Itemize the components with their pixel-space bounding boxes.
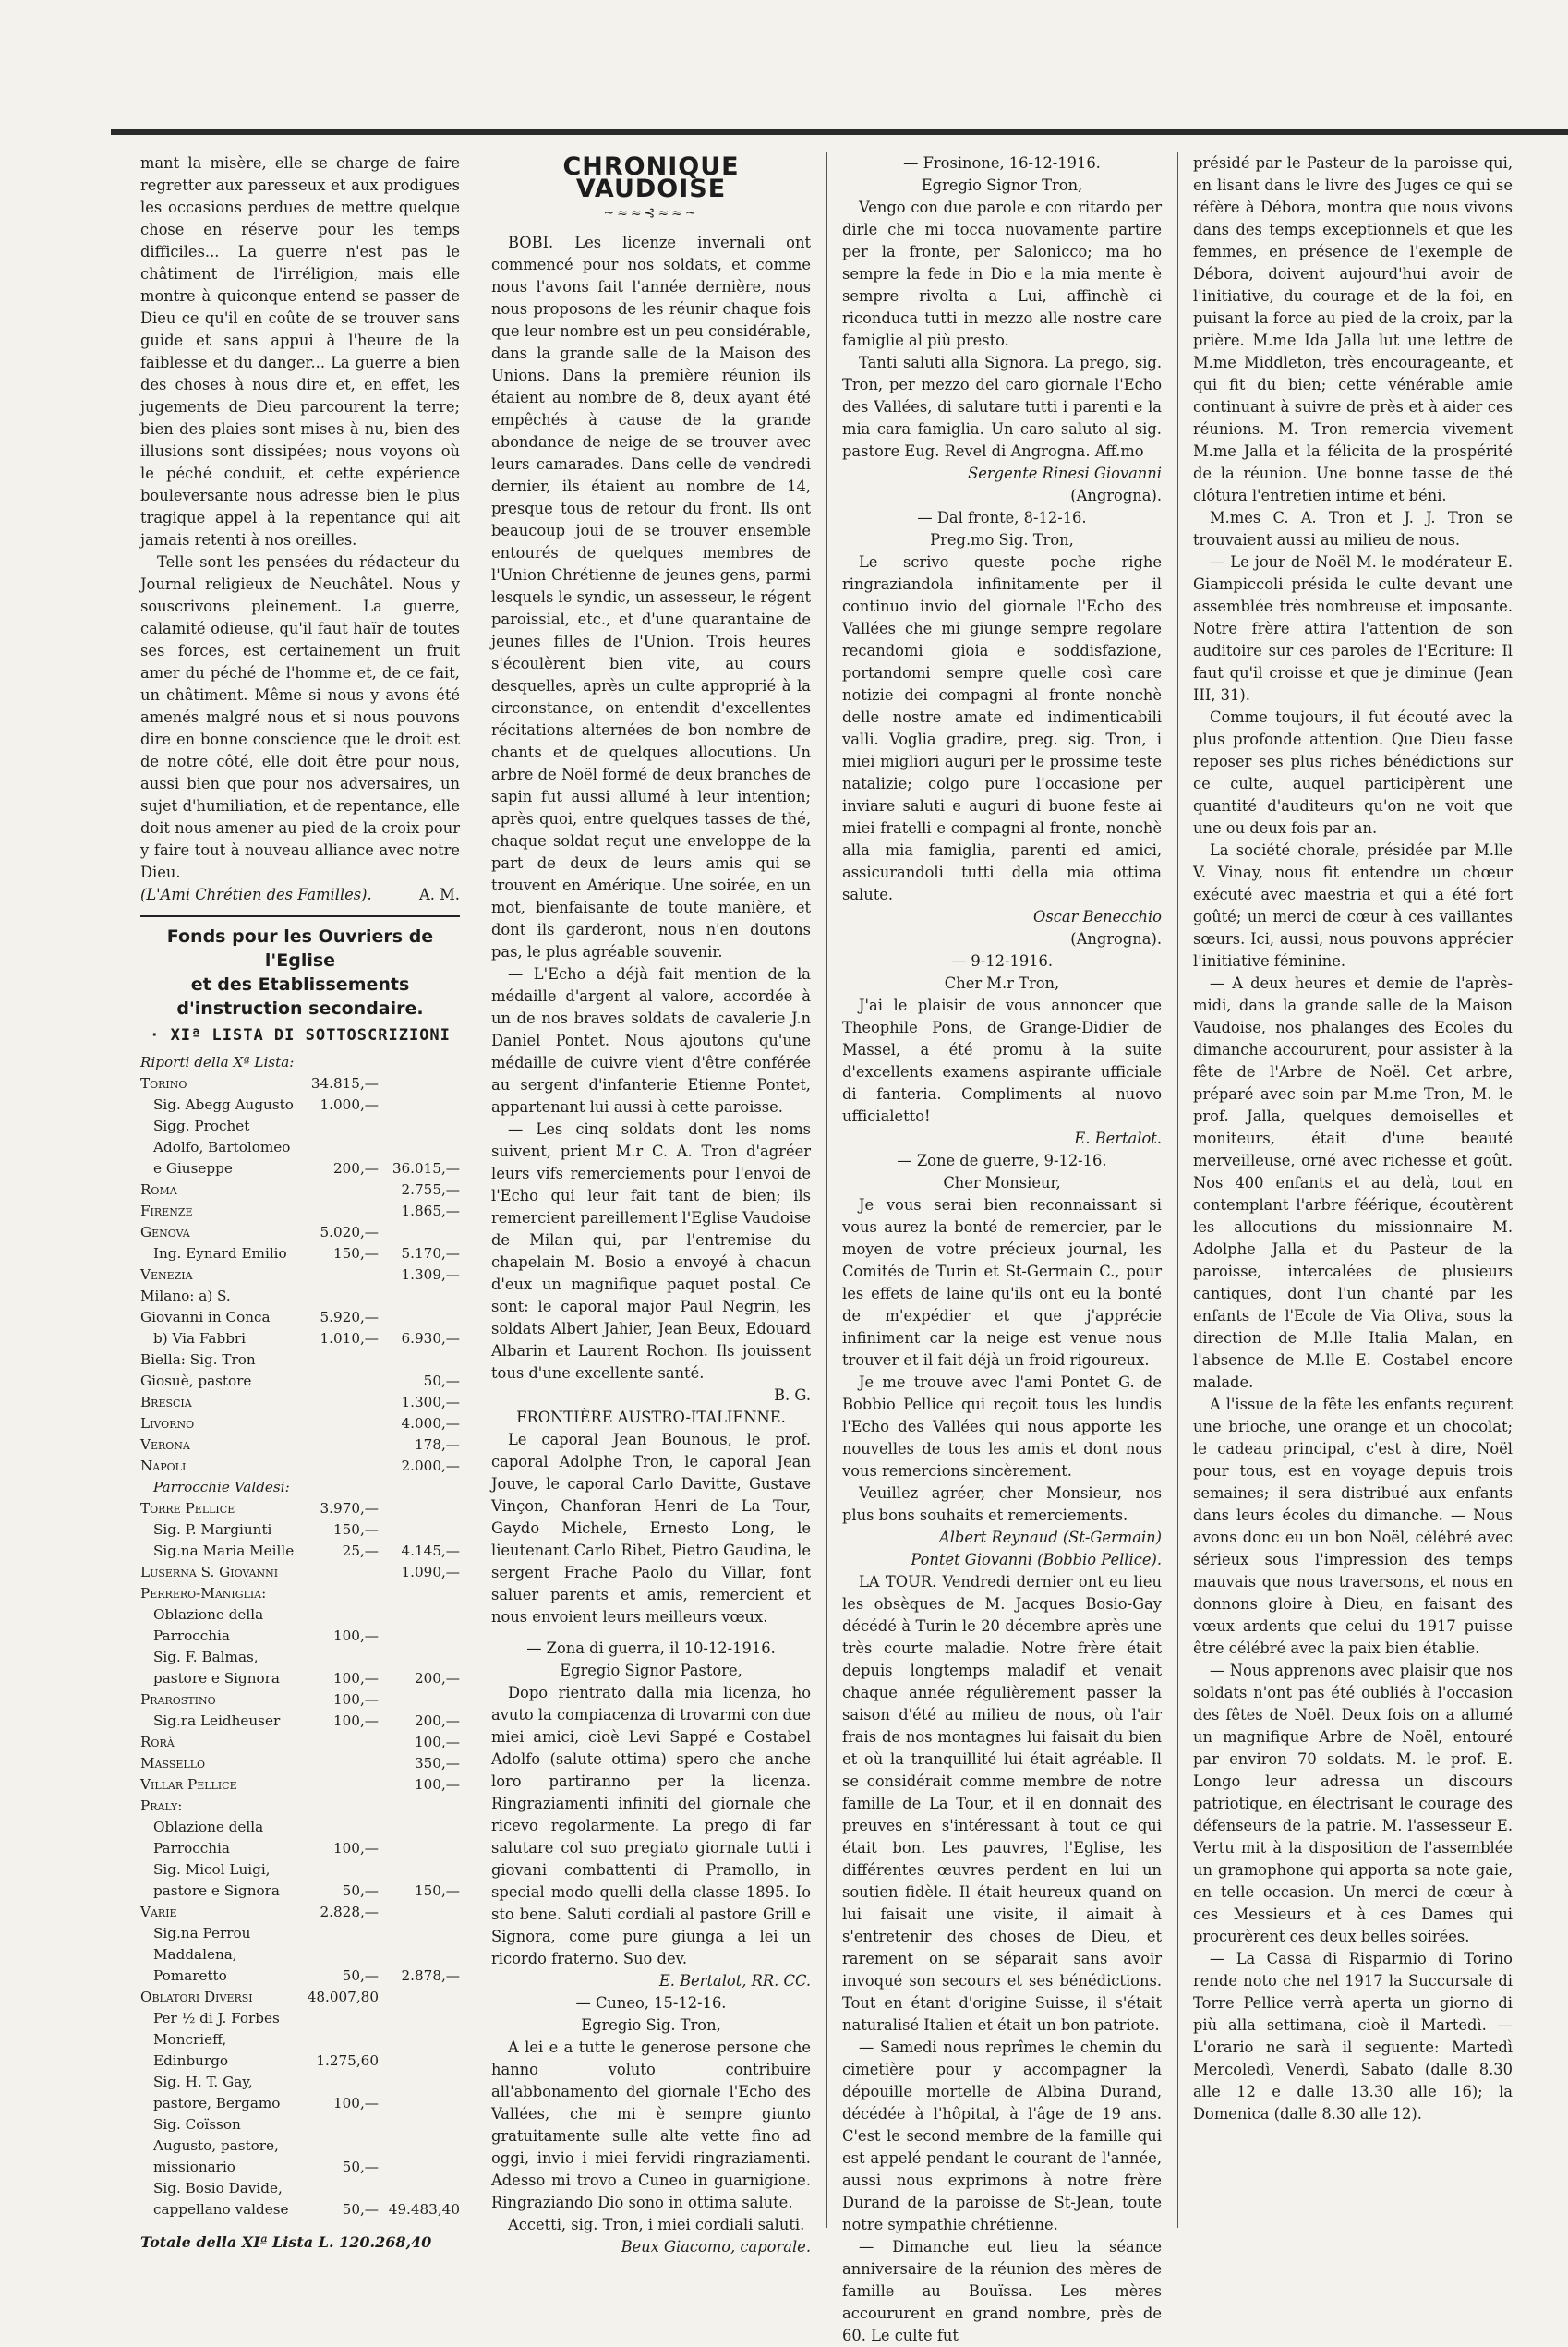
letter-heading: — Cuneo, 15-12-16. bbox=[575, 1994, 727, 2012]
ledger-row bbox=[140, 1286, 460, 1328]
ledger-subtotal: 1.090,— bbox=[401, 1564, 460, 1580]
ledger-amount: 1.000,— bbox=[320, 1096, 379, 1113]
ledger-row bbox=[140, 1498, 460, 1519]
ledger-donor: Livorno bbox=[140, 1415, 195, 1432]
ornament: ~≈≈⊰≈≈~ bbox=[603, 206, 699, 221]
fund-title-line: et des Etablissements d'instruction secondaire. bbox=[176, 974, 424, 1019]
ledger-amount bbox=[296, 1796, 379, 1817]
ledger-amount bbox=[296, 1434, 379, 1456]
initials: B. G. bbox=[774, 1386, 811, 1404]
letter-closing: Accetti, sig. Tron, i miei cordiali saluti. bbox=[508, 2216, 805, 2233]
ledger-subtotal bbox=[379, 1052, 460, 1073]
ledger-row bbox=[140, 1477, 460, 1498]
ledger-amount bbox=[296, 1774, 379, 1796]
letter-body: Je me trouve avec l'ami Pontet G. de Bobbio Pellice qui reçoit tous les lundis l'Echo des Vallées qui nous apporte les nouvelles de tous les amis et dont nous vous remercions sincèrement. bbox=[842, 1373, 1162, 1480]
ledger-donor: Sig. H. T. Gay, pastore, Bergamo bbox=[153, 2074, 281, 2111]
letter-salutation: Egregio Sig. Tron, bbox=[581, 2016, 721, 2034]
paragraph: M.mes C. A. Tron et J. J. Tron se trouvaient aussi au milieu de nous. bbox=[1193, 509, 1513, 549]
column-1 bbox=[140, 152, 460, 2256]
ledger-amount: 100,— bbox=[332, 2095, 379, 2111]
section-title: CHRONIQUE VAUDOISE bbox=[562, 152, 740, 203]
ledger-donor: Prarostino bbox=[140, 1691, 216, 1708]
ledger-row bbox=[140, 1774, 460, 1796]
ledger-row bbox=[140, 1647, 460, 1689]
ledger-subtotal: 100,— bbox=[414, 1776, 460, 1793]
paragraph: — Le jour de Noël M. le modérateur E. Giampiccoli présida le culte devant une assemblée très nombreuse et imposante. Notre frère attira l'attention de son auditoire sur ces paroles de l'Ecriture: Il faut qu'il croisse et que je diminue (Jean III, 31). bbox=[1193, 553, 1513, 704]
ledger-donor: Roma bbox=[140, 1181, 177, 1198]
ledger-subtotal: 178,— bbox=[414, 1436, 460, 1453]
ledger-row bbox=[140, 1923, 460, 1987]
ledger-row bbox=[140, 1987, 460, 2008]
ledger-row bbox=[140, 1052, 460, 1073]
ledger-donor: Massello bbox=[140, 1755, 206, 1772]
ledger-amount: 100,— bbox=[332, 1840, 379, 1857]
letter-signature: Albert Reynaud (St-Germain) bbox=[938, 1529, 1162, 1546]
ledger-donor: Varie bbox=[140, 1904, 177, 1920]
letter-place: (Angrogna). bbox=[1070, 930, 1162, 948]
ledger-donor: Praly: bbox=[140, 1797, 183, 1814]
ledger-subtotal bbox=[379, 1604, 460, 1647]
letter-salutation: Egregio Signor Tron, bbox=[921, 176, 1083, 194]
ledger-subtotal bbox=[379, 1583, 460, 1604]
ledger-donor: Verona bbox=[140, 1436, 190, 1453]
ledger-subtotal: 1.309,— bbox=[401, 1266, 460, 1283]
ledger-donor: Sigg. Prochet Adolfo, Bartolomeo e Giuseppe bbox=[153, 1118, 291, 1177]
ledger-row bbox=[140, 1328, 460, 1349]
ledger-row bbox=[140, 1902, 460, 1923]
ledger-donor: Torre Pellice bbox=[140, 1500, 235, 1517]
ledger-donor: Venezia bbox=[140, 1266, 193, 1283]
column-2 bbox=[491, 152, 811, 2256]
ledger-subtotal bbox=[379, 1817, 460, 1859]
letter-signature: Sergente Rinesi Giovanni bbox=[968, 465, 1162, 482]
fund-title bbox=[140, 925, 460, 1021]
ledger-subtotal bbox=[379, 1095, 460, 1116]
ledger-donor: Parrocchie Valdesi: bbox=[153, 1479, 290, 1495]
ledger-donor: Firenze bbox=[140, 1203, 193, 1219]
paragraph: Le caporal Jean Bounous, le prof. caporal Adolphe Tron, le caporal Jean Jouve, le caporal Carlo Davitte, Gustave Vinçon, Chanforan Henri de La Tour, Gaydo Michele, Ernesto Long, le lieutenant Carlo Ribet, Pietro Gaudina, le sergent Frache Paolo du Villar, font saluer parents et amis, remercient et nous envoient leurs meilleurs vœux. bbox=[491, 1431, 811, 1626]
ledger-donor: Torino bbox=[140, 1075, 187, 1092]
ledger-donor: Napoli bbox=[140, 1458, 187, 1474]
column-4 bbox=[1193, 152, 1513, 2256]
letter-body: A lei e a tutte le generose persone che hanno voluto contribuire all'abbonamento del giornale l'Echo des Vallées, che mi è sempre giunto gratuitamente sulle alte vette fino ad oggi, invio i miei fervidi ringraziamenti. Adesso mi trovo a Cuneo in guarnigione. Ringraziando Dio sono in ottima salute. bbox=[491, 2039, 811, 2211]
ledger-amount bbox=[296, 1732, 379, 1753]
ledger-subtotal bbox=[379, 2008, 460, 2072]
letter-signature: E. Bertalot, RR. CC. bbox=[658, 1972, 811, 1990]
ledger-subtotal bbox=[379, 1987, 460, 2008]
ledger-donor: Sig.na Maria Meille bbox=[153, 1542, 295, 1559]
ledger-subtotal: 150,— bbox=[414, 1882, 460, 1899]
ledger-row bbox=[140, 1732, 460, 1753]
letter-salutation: Preg.mo Sig. Tron, bbox=[930, 531, 1074, 549]
ledger-donor: Rorà bbox=[140, 1734, 175, 1750]
subheading: FRONTIÈRE AUSTRO-ITALIENNE. bbox=[516, 1409, 786, 1426]
ledger-subtotal bbox=[379, 1477, 460, 1498]
ledger-total: Totale della XIª Lista L. 120.268,40 bbox=[140, 2233, 432, 2251]
ledger-donor: Sig. Bosio Davide, cappellano valdese bbox=[153, 2180, 289, 2218]
ledger-subtotal: 4.145,— bbox=[401, 1542, 460, 1559]
ledger-subtotal bbox=[379, 1796, 460, 1817]
ledger-row bbox=[140, 1583, 460, 1604]
ledger-subtotal: 36.015,— bbox=[392, 1160, 460, 1177]
ledger-amount: 200,— bbox=[332, 1160, 379, 1177]
ledger-subtotal: 1.865,— bbox=[401, 1203, 460, 1219]
ledger-row bbox=[140, 1434, 460, 1456]
ledger-amount: 100,— bbox=[332, 1691, 379, 1708]
paragraph: présidé par le Pasteur de la paroisse qui, en lisant dans le livre des Juges ce qui se réfère à Débora, montra que nous vivons dans des temps exceptionnels et que les femmes, en présence de l'exemple de Débora, doivent aujourd'hui avoir de l'initiative, du courage et de la foi, en puisant la force au pied de la croix, par la prière. M.me Ida Jalla lut une lettre de M.me Middleton, très encourageante, et qui fit du bien; cette vénérable amie continuant à suivre de près et à aider ces réunions. M. Tron remercia vivement M.me Jalla et la félicita de la prospérité de la réunion. Une bonne tasse de thé clôtura l'entretien intime et béni. bbox=[1193, 154, 1513, 504]
letter-heading: — Dal fronte, 8-12-16. bbox=[917, 509, 1087, 526]
letter-place: (Angrogna). bbox=[1070, 487, 1162, 504]
ledger-subtotal: 350,— bbox=[414, 1755, 460, 1772]
letter-body: Dopo rientrato dalla mia licenza, ho avuto la compiacenza di trovarmi con due miei amici, cioè Levi Sappé e Costabel Adolfo (salute ottima) spero che anche loro partiranno per la licenza. Ringraziamenti infiniti del giornale che ricevo regolarmente. La prego di far salutare col suo pregiato giornale tutti i giovani combattenti di Pramollo, in special modo quelli della classe 1895. Io sto bene. Saluti cordiali al pastore Grill e Signora, come pure giunga a lei un ricordo fraterno. Suo dev. bbox=[491, 1684, 811, 1967]
ledger-row bbox=[140, 1859, 460, 1902]
ledger-donor: Oblatori Diversi bbox=[140, 1989, 253, 2005]
ledger-amount: 150,— bbox=[332, 1245, 379, 1262]
ledger-row bbox=[140, 1073, 460, 1095]
ledger-amount bbox=[296, 1052, 379, 1073]
ledger-amount: 1.275,60 bbox=[316, 2052, 379, 2069]
paragraph: — Samedi nous reprîmes le chemin du cimetière pour y accompagner la dépouille mortelle de Albina Durand, décédée à l'hôpital, à l'âge de 19 ans. C'est le second membre de la famille qui est appelé pendant le courant de l'année, aussi nous exprimons à notre frère Durand de la paroisse de St-Jean, toute notre sympathie chrétienne. bbox=[842, 2039, 1162, 2233]
ledger-donor: Ing. Eynard Emilio bbox=[153, 1245, 287, 1262]
ledger-subtotal: 200,— bbox=[414, 1712, 460, 1729]
ledger-amount: 48.007,80 bbox=[307, 1989, 379, 2005]
ledger-subtotal bbox=[379, 1286, 460, 1328]
ledger-row bbox=[140, 1116, 460, 1180]
ledger-amount: 100,— bbox=[332, 1670, 379, 1687]
paragraph: — Nous apprenons avec plaisir que nos soldats n'ont pas été oubliés à l'occasion des fêtes de Noël. Deux fois on a allumé un magnifique Arbre de Noël, entouré par environ 70 soldats. M. le prof. E. Longo leur adressa un discours patriotique, en électrisant le courage des défenseurs de la patrie. M. l'assesseur E. Vertu mit à la disposition de l'assemblée un gramophone qui apporta sa note gaie, en telle occasion. Un merci de cœur à ces Messieurs et à ces Dames qui procurèrent ces deux belles soirées. bbox=[1193, 1662, 1513, 1945]
page-top-rule bbox=[111, 129, 1568, 135]
ledger-donor: Sig. Abegg Augusto bbox=[153, 1096, 294, 1113]
ledger-donor: Sig.na Perrou Maddalena, Pomaretto bbox=[153, 1925, 251, 1984]
ledger-subtotal bbox=[379, 2114, 460, 2178]
ledger-subtotal bbox=[379, 1689, 460, 1711]
ledger-row bbox=[140, 1456, 460, 1477]
ledger-donor: Oblazione della Parrocchia bbox=[153, 1606, 264, 1644]
letter-salutation: Cher Monsieur, bbox=[943, 1174, 1061, 1192]
ledger-amount: 50,— bbox=[342, 1967, 379, 1984]
paragraph: — A deux heures et demie de l'après-midi, dans la grande salle de la Maison Vaudoise, nos phalanges des Ecoles du dimanche accoururent, pour assister à la fête de l'Arbre de Noël. Cet arbre, préparé avec soin par M.me Tron, M. le prof. Jalla, quelques demoiselles et moniteurs, était d'une beauté merveilleuse, orné avec richesse et goût. Nos 400 enfants et au delà, tout en contemplant l'arbre féérique, écoutèrent les allocutions du missionnaire M. Adolphe Jalla et du Pasteur de la paroisse, intercalées de plusieurs cantiques, dont l'un chanté par les enfants de l'Ecole de Via Oliva, sous la direction de M.lle Italia Malan, en l'absence de M.lle E. Costabel encore malade. bbox=[1193, 974, 1513, 1391]
ledger-amount: 100,— bbox=[332, 1712, 379, 1729]
ledger-subtotal bbox=[379, 1073, 460, 1095]
ledger-row bbox=[140, 1264, 460, 1286]
ledger-row bbox=[140, 1180, 460, 1201]
ledger-subtotal bbox=[379, 1498, 460, 1519]
paragraph: Comme toujours, il fut écouté avec la plus profonde attention. Que Dieu fasse reposer ses plus riches bénédictions sur ce culte, auquel participèrent une quantité d'auditeurs qu'on ne voit que une ou deux fois par an. bbox=[1193, 708, 1513, 837]
attribution bbox=[140, 884, 460, 906]
ledger-row bbox=[140, 1817, 460, 1859]
ledger-amount bbox=[296, 1180, 379, 1201]
ledger-row bbox=[140, 1604, 460, 1647]
letter-body: Tanti saluti alla Signora. La prego, sig. Tron, per mezzo del caro giornale l'Echo des Vallées, di salutare tutti i parenti e la mia cara famiglia. Un caro saluto al sig. pastore Eug. Revel di Angrogna. Aff.mo bbox=[842, 354, 1162, 460]
lista-title: · XIª LISTA DI SOTTOSCRIZIONI bbox=[150, 1026, 451, 1045]
ledger-row bbox=[140, 1541, 460, 1562]
ledger-donor: Genova bbox=[140, 1224, 190, 1240]
ledger-amount bbox=[296, 1349, 379, 1392]
ledger-donor: Sig.ra Leidheuser bbox=[153, 1712, 281, 1729]
ledger-amount bbox=[296, 1477, 379, 1498]
ledger-row bbox=[140, 1201, 460, 1222]
ledger-amount: 34.815,— bbox=[310, 1075, 379, 1092]
ledger-subtotal: 50,— bbox=[423, 1373, 460, 1389]
ledger-row bbox=[140, 2008, 460, 2072]
ledger-donor: Biella: Sig. Tron Giosuè, pastore bbox=[140, 1351, 256, 1389]
letter-salutation: Egregio Signor Pastore, bbox=[560, 1662, 742, 1679]
letter-body: Le scrivo queste poche righe ringraziandola infinitamente per il continuo invio del giornale l'Echo des Vallées che mi giunge sempre regolare recandomi gioia e soddisfazione, portandomi sempre quelle così care notizie dei compagni al fronte nonchè delle nostre amate ed indimenticabili valli. Voglia gradire, preg. sig. Tron, i miei migliori auguri per le prossime teste natalizie; colgo pure l'occasione per inviare saluti e auguri di buone feste ai miei fratelli e compagni al fronte, nonchè alla mia famiglia, parenti ed amici, assicurandoli tutti della mia ottima salute. bbox=[842, 553, 1162, 903]
letter-signature: E. Bertalot. bbox=[1074, 1130, 1162, 1147]
ledger-amount: 1.010,— bbox=[320, 1330, 379, 1347]
ledger-amount: 50,— bbox=[342, 1882, 379, 1899]
paragraph: LA TOUR. Vendredi dernier ont eu lieu les obsèques de M. Jacques Bosio-Gay décédé à Turin le 20 décembre après une très courte maladie. Notre frère était depuis longtemps maladif et venait chaque année régulièrement passer la saison d'été au milieu de nous, où l'air frais de nos montagnes lui faisait du bien et où la tranquillité lui était agréable. Il se considérait comme membre de notre famille de La Tour, et il en donnait des preuves en s'intéressant à tout ce qui était bon. Les pauvres, l'Eglise, les différentes œuvres perdent en lui un soutien fidèle. Il était heureux quand on lui faisait une visite, il aimait à s'entretenir des choses de Dieu, et rarement on se séparait sans avoir invoqué son secours et ses bénédictions. Tout en étant d'origine Suisse, il s'était naturalisé Italien et était un bon patriote. bbox=[842, 1573, 1162, 2034]
ledger-row bbox=[140, 1796, 460, 1817]
ledger-subtotal bbox=[379, 2072, 460, 2114]
paragraph: — Dimanche eut lieu la séance anniversaire de la réunion des mères de famille au Bouïssa. Les mères accoururent en grand nombre, près de 60. Le culte fut bbox=[842, 2238, 1162, 2344]
letter-body: Vengo con due parole e con ritardo per dirle che mi tocca nuovamente partire per la fronte, per Salonicco; ma ho sempre la fede in Dio e la mia mente è sempre rivolta a Lui, affinchè ci riconduca tutti in mezzo alle nostre care famiglie al più presto. bbox=[842, 199, 1162, 349]
paragraph: — Les cinq soldats dont les noms suivent, prient M.r C. A. Tron d'agréer leurs vifs remerciements pour l'envoi de l'Echo qui leur fait tant de bien; ils remercient pareillement l'Eglise Vaudoise de Milan qui, par l'entremise du chapelain M. Bosio a envoyé à chacun d'eux un magnifique paquet postal. Ce sont: le caporal major Paul Negrin, les soldats Albert Jahier, Jean Beux, Edouard Albarin et Laurent Rochon. Ils jouissent tous d'une excellente santé. bbox=[491, 1120, 811, 1382]
source: (L'Ami Chrétien des Familles). bbox=[140, 886, 372, 903]
ledger-row bbox=[140, 1753, 460, 1774]
ledger-donor: Sig. Micol Luigi, pastore e Signora bbox=[153, 1861, 280, 1899]
ledger-subtotal: 100,— bbox=[414, 1734, 460, 1750]
ledger-donor: Milano: a) S. Giovanni in Conca bbox=[140, 1288, 271, 1325]
ledger-row bbox=[140, 1413, 460, 1434]
ledger-amount: 100,— bbox=[332, 1627, 379, 1644]
ledger-row bbox=[140, 1711, 460, 1732]
ledger-amount: 150,— bbox=[332, 1521, 379, 1538]
column-divider bbox=[826, 152, 827, 2228]
paragraph: A l'issue de la fête les enfants reçurent une brioche, une orange et un chocolat; le cadeau principal, c'est à dire, Noël pour tous, est en voyage depuis trois semaines; il sera distribué aux enfants dans leurs écoles du dimanche. — Nous avons donc eu un bon Noël, célébré avec sérieux sous l'impression des temps mauvais que nous traversons, et nous en donnons gloire à Dieu, en faisant des vœux ardents que celui du 1917 puisse être célébré avec la paix bien établie. bbox=[1193, 1396, 1513, 1657]
ledger-donor: b) Via Fabbri bbox=[153, 1330, 247, 1347]
ledger-amount: 5.020,— bbox=[320, 1224, 379, 1240]
ledger-subtotal: 4.000,— bbox=[401, 1415, 460, 1432]
letter-body: Je vous serai bien reconnaissant si vous aurez la bonté de remercier, par le moyen de votre précieux journal, les Comités de Turin et St-Germain C., pour les effets de laine qu'ils ont eu la bonté de m'expédier et que j'apprécie infiniment car la neige est venue nous trouver et il fait déjà un froid rigoureux. bbox=[842, 1196, 1162, 1369]
ledger-subtotal: 49.483,40 bbox=[388, 2201, 460, 2218]
ledger-donor: Riporti della Xª Lista: bbox=[140, 1054, 295, 1071]
letter-heading: — Frosinone, 16-12-1916. bbox=[903, 154, 1101, 172]
letter-signature: Beux Giacomo, caporale. bbox=[621, 2238, 811, 2256]
ledger-donor: Sig. Coïsson Augusto, pastore, missionario bbox=[153, 2116, 279, 2175]
ledger-row bbox=[140, 1392, 460, 1413]
ledger-subtotal: 5.170,— bbox=[401, 1245, 460, 1262]
ledger-subtotal: 2.878,— bbox=[401, 1967, 460, 1984]
ledger-subtotal: 6.930,— bbox=[401, 1330, 460, 1347]
ledger-amount bbox=[296, 1201, 379, 1222]
letter-heading: — Zona di guerra, il 10-12-1916. bbox=[526, 1639, 776, 1657]
paragraph: La société chorale, présidée par M.lle V. Vinay, nous fit entendre un chœur exécuté avec maestria et qui a été fort goûté; un merci de cœur à ces vaillantes sœurs. Ici, aussi, nous pouvons apprécier l'initiative féminine. bbox=[1193, 841, 1513, 970]
ledger-subtotal: 2.755,— bbox=[401, 1181, 460, 1198]
ledger-amount: 25,— bbox=[342, 1542, 379, 1559]
initials: A. M. bbox=[419, 886, 460, 903]
ledger-subtotal bbox=[379, 1902, 460, 1923]
ledger-row bbox=[140, 1689, 460, 1711]
ledger-donor: Perrero-Maniglia: bbox=[140, 1585, 267, 1602]
ledger-donor: Brescia bbox=[140, 1394, 192, 1410]
subscription-ledger bbox=[140, 1052, 460, 2220]
ledger-row bbox=[140, 1095, 460, 1116]
column-divider bbox=[1177, 152, 1178, 2228]
divider bbox=[140, 915, 460, 917]
ledger-row bbox=[140, 1519, 460, 1541]
letter-signature: Oscar Benecchio bbox=[1033, 908, 1162, 925]
ledger-amount bbox=[296, 1392, 379, 1413]
ledger-amount: 50,— bbox=[342, 2201, 379, 2218]
ledger-row bbox=[140, 1349, 460, 1392]
ledger-donor: Sig. P. Margiunti bbox=[153, 1521, 272, 1538]
letter-signature: Pontet Giovanni (Bobbio Pellice). bbox=[911, 1551, 1162, 1568]
fund-title-line: Fonds pour les Ouvriers de l'Eglise bbox=[166, 926, 434, 971]
ledger-row bbox=[140, 1562, 460, 1583]
ledger-amount bbox=[296, 1456, 379, 1477]
ledger-amount bbox=[296, 1264, 379, 1286]
ledger-subtotal: 1.300,— bbox=[401, 1394, 460, 1410]
ledger-donor: Oblazione della Parrocchia bbox=[153, 1819, 264, 1857]
ledger-amount bbox=[296, 1753, 379, 1774]
ledger-row bbox=[140, 2178, 460, 2220]
paragraph: — La Cassa di Risparmio di Torino rende noto che nel 1917 la Succursale di Torre Pellice verrà aperta un giorno di più alla settimana, cioè il Martedì. — L'orario ne sarà il seguente: Martedì Mercoledì, Venerdì, Sabato (dalle 8.30 alle 12 e dalle 13.30 alle 16); la Domenica (dalle 8.30 alle 12). bbox=[1193, 1950, 1513, 2123]
ledger-subtotal: 200,— bbox=[414, 1670, 460, 1687]
letter-body: Veuillez agréer, cher Monsieur, nos plus bons souhaits et remerciements. bbox=[842, 1484, 1162, 1524]
ledger-row bbox=[140, 1222, 460, 1243]
ledger-donor: Sig. F. Balmas, pastore e Signora bbox=[153, 1649, 280, 1687]
paragraph: mant la misère, elle se charge de faire regretter aux paresseux et aux prodigues les occasions perdues de mettre quelque chose en réserve pour les temps difficiles... La guerre n'est pas le châtiment de l'irréligion, mais elle montre à quiconque entend se passer de Dieu ce qu'il en coûte de se trouver sans guide et sans appui à l'heure de la faiblesse et du danger... La guerre a bien des choses à nous dire et, en effet, les jugements de Dieu parcourent la terre; bien des plaies sont mises à nu, bien des illusions sont dissipées; nous voyons où le péché conduit, et cette expérience bouleversante nous adresse bien le plus tragique appel à la repentance qui ait jamais retenti à nos oreilles. bbox=[140, 154, 460, 549]
letter-salutation: Cher M.r Tron, bbox=[944, 974, 1060, 992]
ledger-amount: 3.970,— bbox=[320, 1500, 379, 1517]
letter-body: J'ai le plaisir de vous annoncer que Theophile Pons, de Grange-Didier de Massel, a été promu à la suite d'excellents examens aspirante ufficiale di fanteria. Compliments al nuovo ufficialetto! bbox=[842, 997, 1162, 1125]
letter-heading: — 9-12-1916. bbox=[950, 952, 1054, 970]
letter-heading: — Zone de guerre, 9-12-16. bbox=[897, 1152, 1107, 1169]
ledger-subtotal bbox=[379, 1222, 460, 1243]
ledger-row bbox=[140, 1243, 460, 1264]
ledger-amount: 2.828,— bbox=[320, 1904, 379, 1920]
paragraph: Telle sont les pensées du rédacteur du Journal religieux de Neuchâtel. Nous y souscrivons pleinement. La guerre, calamité odieuse, qu'il faut haïr de toutes ses forces, est certainement un fruit amer du péché de l'homme et, de ce fait, un châtiment. Même si nous y avons été amenés malgré nous et si nous pouvons dire en bonne conscience que le droit est de notre côté, elle doit être pour nous, aussi bien que pour nos adversaires, un sujet d'humiliation, et de repentance, elle doit nous amener au pied de la croix pour y faire tout à nouveau alliance avec notre Dieu. bbox=[140, 553, 460, 881]
ledger-donor: Villar Pellice bbox=[140, 1776, 237, 1793]
ledger-amount: 5.920,— bbox=[320, 1309, 379, 1325]
ledger-subtotal bbox=[379, 1519, 460, 1541]
ledger-row bbox=[140, 2072, 460, 2114]
ledger-donor: Luserna S. Giovanni bbox=[140, 1564, 279, 1580]
ledger-amount: 50,— bbox=[342, 2159, 379, 2175]
ledger-row bbox=[140, 2114, 460, 2178]
paragraph: BOBI. Les licenze invernali ont commencé pour nos soldats, et comme nous l'avons fait l'année dernière, nous nous proposons de les réunir chaque fois que leur nombre est un peu considérable, dans la grande salle de la Maison des Unions. Dans la première réunion ils étaient au nombre de 8, deux ayant été empêchés à cause de la grande abondance de neige de se trouver avec leurs camarades. Dans celle de vendredi dernier, ils étaient au nombre de 14, presque tous de retour du front. Ils ont beaucoup joui de se trouver ensemble entourés de quelques membres de l'Union Chrétienne de jeunes gens, parmi lesquels le syndic, un assesseur, le régent paroissial, etc., et d'une quarantaine de jeunes filles de l'Union. Trois heures s'écoulèrent bien vite, au cours desquelles, après un culte approprié à la circonstance, on entendit d'excellentes récitations alternées de bon nombre de chants et de quelques allocutions. Un arbre de Noël formé de deux branches de sapin fut aussi allumé à leur intention; après quoi, entre quelques tasses de thé, chaque soldat reçut une enveloppe de la part de deux de leurs amis qui se trouvent en Amérique. Une soirée, en un mot, bienfaisante de toute manière, et dont ils garderont, nous n'en doutons pas, le plus agréable souvenir. bbox=[491, 234, 811, 961]
ledger-amount bbox=[296, 1413, 379, 1434]
column-3 bbox=[842, 152, 1162, 2344]
ledger-subtotal: 2.000,— bbox=[401, 1458, 460, 1474]
paragraph: — L'Echo a déjà fait mention de la médaille d'argent al valore, accordée à un de nos braves soldats de cavalerie J.n Daniel Pontet. Nous ajoutons qu'une médaille de cuivre vient d'être conférée au sergent d'infanterie Etienne Pontet, appartenant lui aussi à cette paroisse. bbox=[491, 965, 811, 1116]
ledger-donor: Per ½ di J. Forbes Moncrieff, Edinburgo bbox=[153, 2010, 280, 2069]
ledger-amount bbox=[296, 1583, 379, 1604]
ledger-amount bbox=[296, 1562, 379, 1583]
